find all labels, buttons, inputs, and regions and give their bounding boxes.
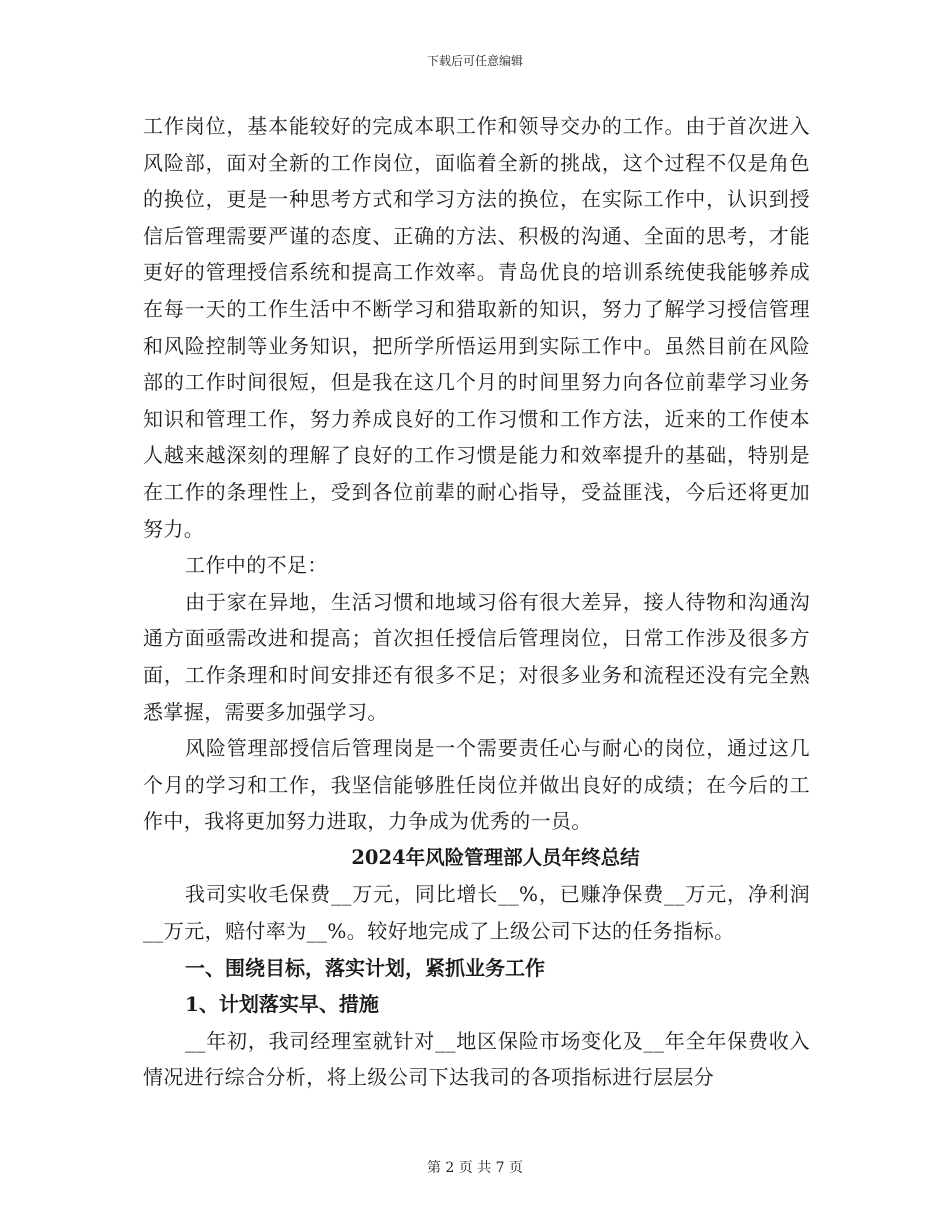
paragraph-premium-summary: 我司实收毛保费__万元，同比增长__%，已赚净保费__万元，净利润__万元，赔付率为__%。较好地完成了上级公司下达的任务指标。 (143, 882, 810, 944)
page-header: 下载后可任意编辑 (426, 54, 523, 68)
page-footer: 第 2 页 共 7 页 (426, 1160, 524, 1176)
paragraph-shortcomings: 由于家在异地，生活习惯和地域习俗有很大差异，接人待物和沟通沟通方面亟需改进和提高；首次担任授信后管理岗位，日常工作涉及很多方面，工作条理和时间安排还有很多不足；对很多业务和流程还没有完全熟悉掌握，需要多加强学习。 (143, 589, 810, 724)
document-body (143, 108, 810, 1096)
paragraph-work-position: 工作岗位，基本能较好的完成本职工作和领导交办的工作。由于首次进入风险部，面对全新的工作岗位，面临着全新的挑战，这个过程不仅是角色的换位，更是一种思考方式和学习方法的换位，在实际工作中，认识到授信后管理需要严谨的态度、正确的方法、积极的沟通、全面的思考，才能更好的管理授信系统和提高工作效率。青岛优良的培训系统使我能够养成在每一天的工作生活中不断学习和猎取新的知识，努力了解学习授信管理和风险控制等业务知识，把所学所悟运用到实际工作中。虽然目前在风险部的工作时间很短，但是我在这几个月的时间里努力向各位前辈学习业务知识和管理工作，努力养成良好的工作习惯和工作方法，近来的工作使本人越来越深刻的理解了良好的工作习惯是能力和效率提升的基础，特别是在工作的条理性上，受到各位前辈的耐心指导，受益匪浅，今后还将更加努力。 (143, 114, 810, 541)
paragraph-shortcomings-heading: 工作中的不足： (185, 553, 328, 578)
document-title: 2024年风险管理部人员年终总结 (351, 845, 640, 869)
paragraph-conclusion: 风险管理部授信后管理岗是一个需要责任心与耐心的岗位，通过这几个月的学习和工作，我坚信能够胜任岗位并做出良好的成绩；在今后的工作中，我将更加努力进取，力争成为优秀的一员。 (143, 736, 810, 834)
paragraph-plan: __年初，我司经理室就针对__地区保险市场变化及__年全年保费收入情况进行综合分析，将上级公司下达我司的各项指标进行层层分 (143, 1028, 810, 1090)
section-heading-1: 一、围绕目标，落实计划，紧抓业务工作 (185, 955, 545, 980)
subsection-heading-1: 1、计划落实早、措施 (185, 992, 379, 1017)
